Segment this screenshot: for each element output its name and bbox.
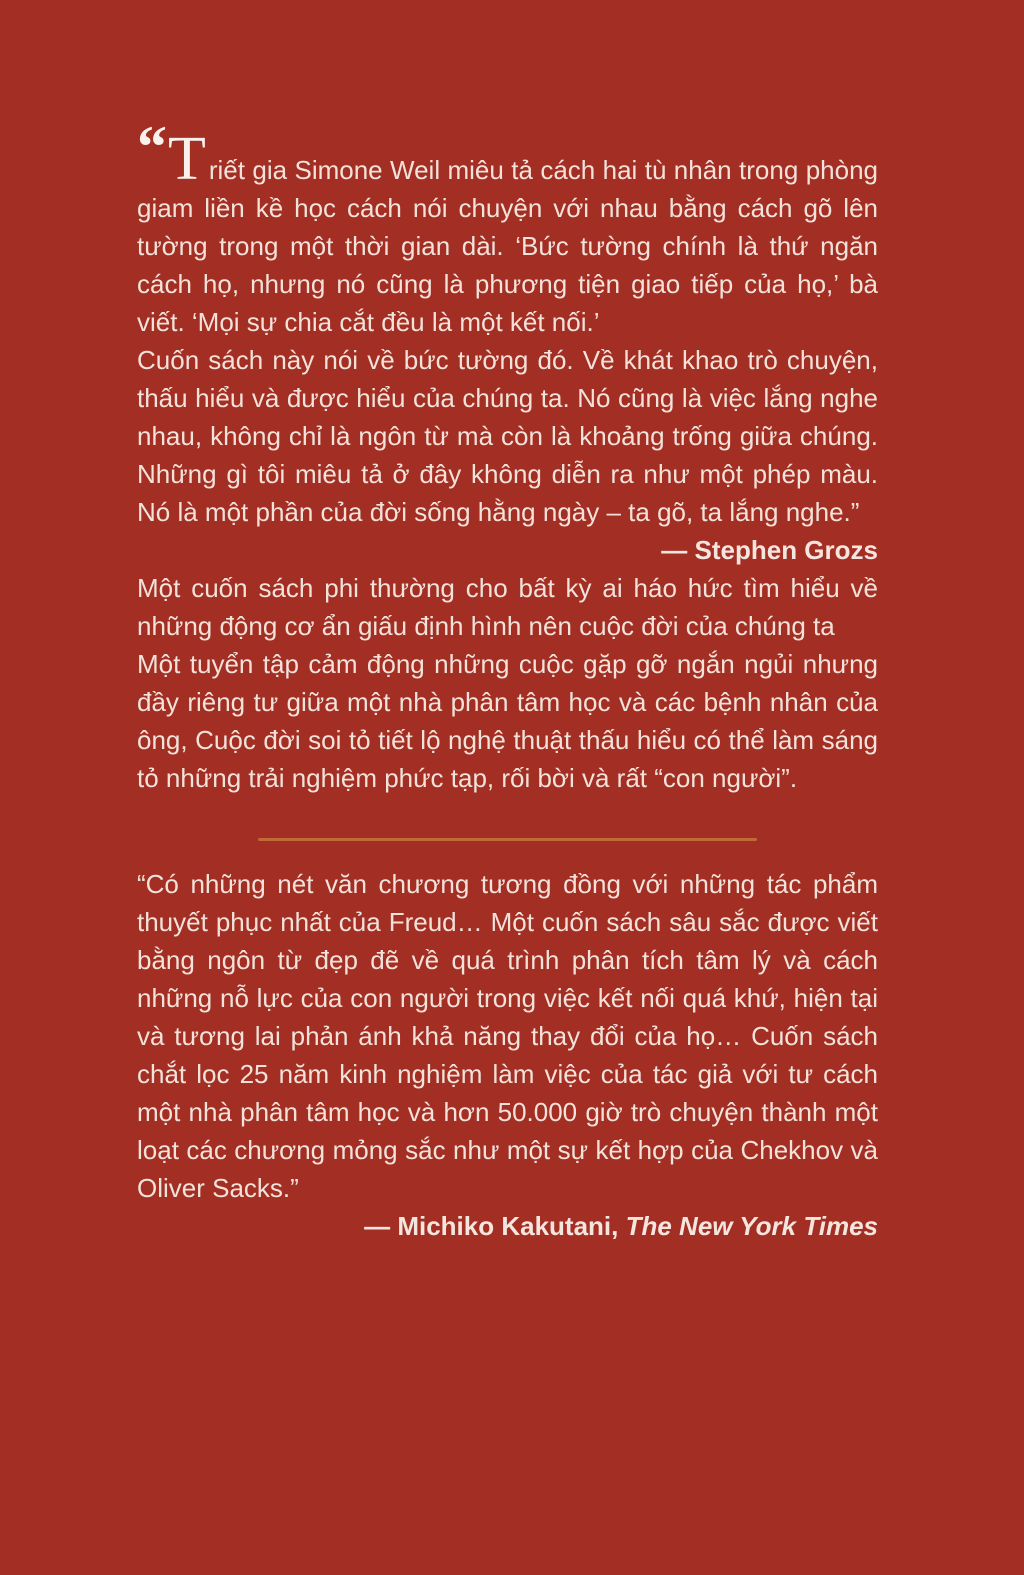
blurb-line-1: Một cuốn sách phi thường cho bất kỳ ai háo hức tìm hiểu về những động cơ ẩn giấu định hình nên cuộc đời của chúng ta [137, 573, 878, 641]
quote2-attribution [137, 1207, 878, 1245]
quote2-attribution-source: The New York Times [625, 1211, 878, 1241]
quote1-paragraph-1 [137, 114, 878, 341]
quote2-attribution-name: — Michiko Kakutani, [364, 1211, 626, 1241]
praise-content [137, 114, 878, 1245]
quote2-paragraph: “Có những nét văn chương tương đồng với những tác phẩm thuyết phục nhất của Freud… Một cuốn sách sâu sắc được viết bằng ngôn từ đẹp đẽ về quá trình phân tích tâm lý và cách những nỗ lực của con người trong việc kết nối quá khứ, hiện tại và tương lai phản ánh khả năng thay đổi của họ… Cuốn sách chắt lọc 25 năm kinh nghiệm làm việc của tác giả với tư cách một nhà phân tâm học và hơn 50.000 giờ trò chuyện thành một loạt các chương mỏng sắc như một sự kết hợp của Chekhov và Oliver Sacks.” [137, 869, 878, 1203]
quote1-paragraph-2: Cuốn sách này nói về bức tường đó. Về khát khao trò chuyện, thấu hiểu và được hiểu của chúng ta. Nó cũng là việc lắng nghe nhau, không chỉ là ngôn từ mà còn là khoảng trống giữa chúng. Những gì tôi miêu tả ở đây không diễn ra như một phép màu. Nó là một phần của đời sống hằng ngày – ta gõ, ta lắng nghe.” [137, 345, 878, 527]
dropcap-letter: T [168, 125, 206, 193]
quote1-attribution: — Stephen Grozs [661, 535, 878, 565]
blurb-line-2: Một tuyển tập cảm động những cuộc gặp gỡ ngắn ngủi nhưng đầy riêng tư giữa một nhà phân tâm học và các bệnh nhân của ông, Cuộc đời soi tỏ tiết lộ nghệ thuật thấu hiểu có thể làm sáng tỏ những trải nghiệm phức tạp, rối bời và rất “con người”. [137, 649, 878, 793]
divider-line [258, 838, 757, 841]
opening-quote-glyph: “ [137, 114, 163, 180]
quote1-paragraph-1-text: riết gia Simone Weil miêu tả cách hai tù nhân trong phòng giam liền kề học cách nói chuyện với nhau bằng cách gõ lên tường trong một thời gian dài. ‘Bức tường chính là thứ ngăn cách họ, nhưng nó cũng là phương tiện giao tiếp của họ,’ bà viết. ‘Mọi sự chia cắt đều là một kết nối.’ [137, 155, 878, 337]
